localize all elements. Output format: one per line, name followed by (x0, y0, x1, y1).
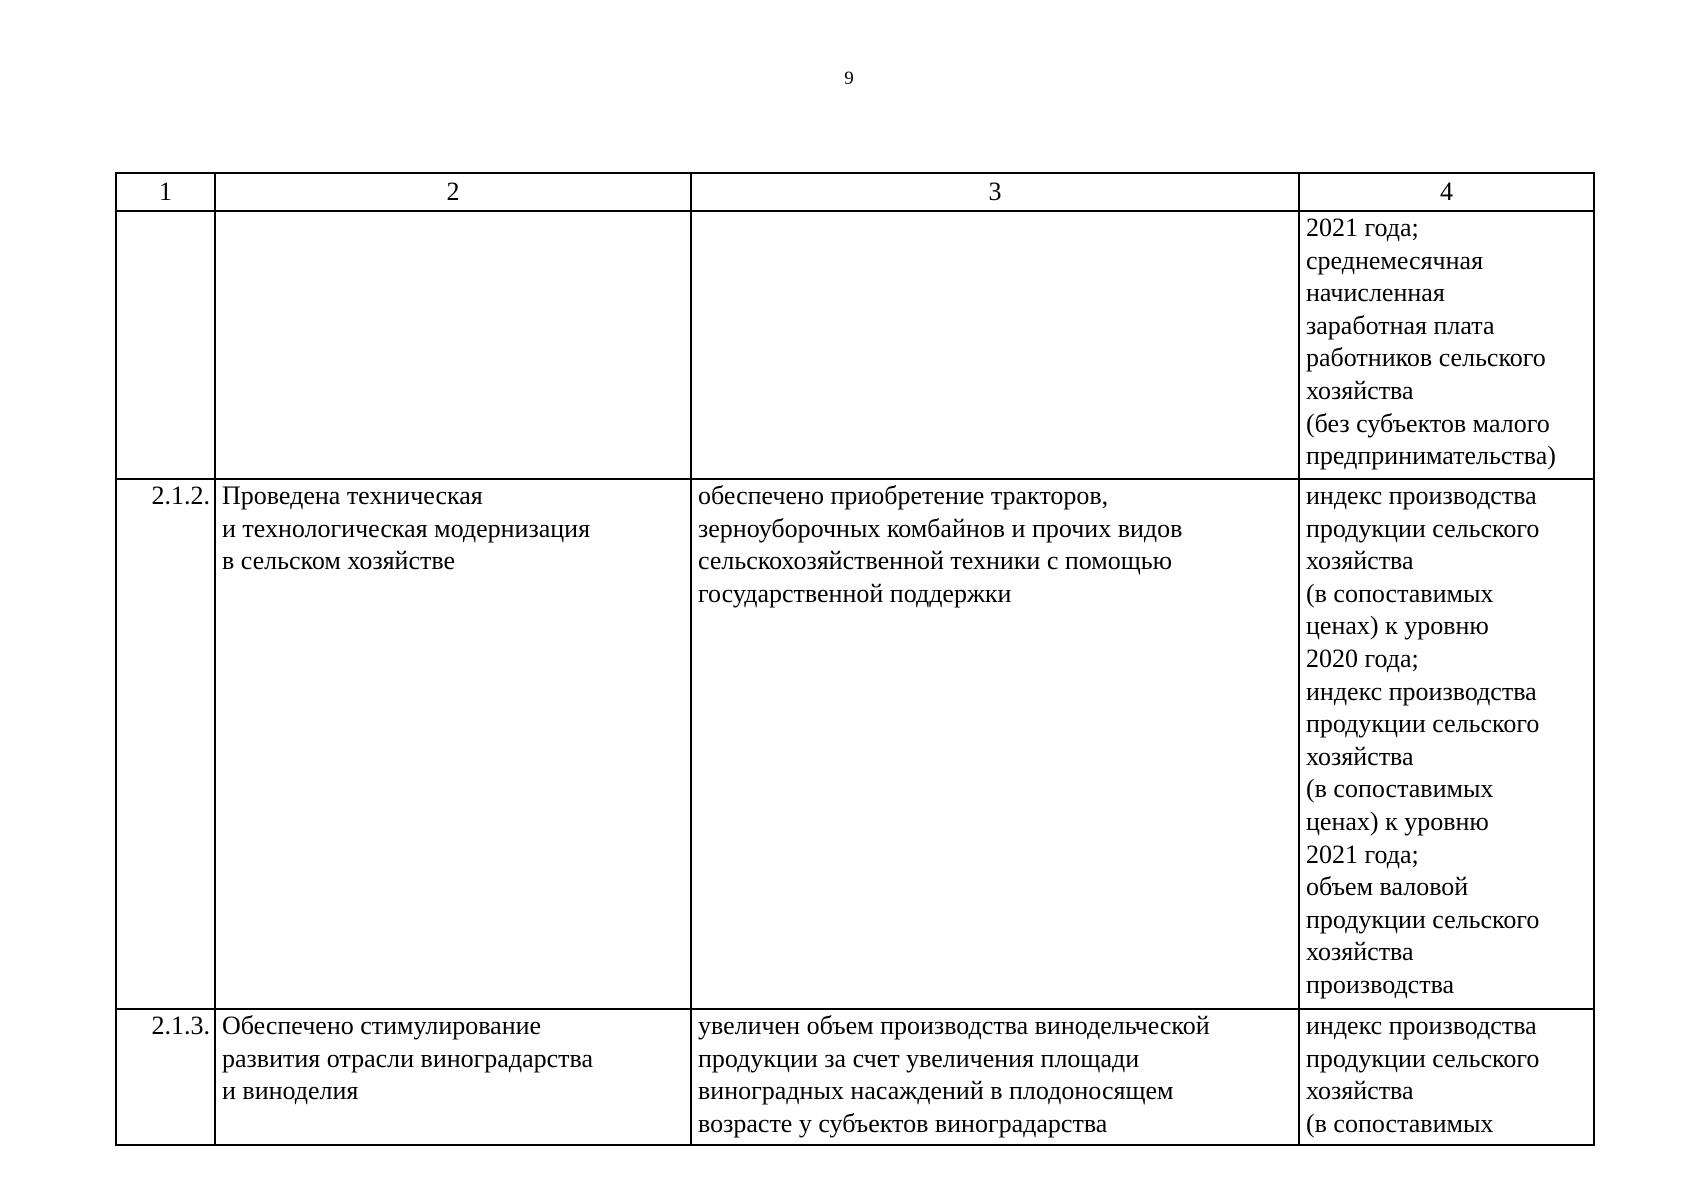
measures-table (115, 172, 1595, 1146)
column-header-1: 1 (116, 173, 215, 211)
page-number: 9 (844, 68, 854, 89)
header-row (116, 173, 1594, 211)
table-row (116, 211, 1594, 479)
description-cell (691, 211, 1299, 479)
table-row (116, 479, 1594, 1009)
row-number-cell: 2.1.3. (116, 1009, 215, 1145)
result-cell: Проведена техническая и технологическая модернизация в сельском хозяйстве (215, 479, 691, 1009)
description-cell: увеличен объем производства винодельческой продукции за счет увеличения площади виноградных насаждений в плодоносящем возрасте у субъектов виноградарства (691, 1009, 1299, 1145)
indicators-cell: индекс производства продукции сельского хозяйства (в сопоставимых ценах) к уровню 2020 года; индекс производства продукции сельского хозяйства (в сопоставимых ценах) к уровню 2021 года; объем валовой продукции сельского хозяйства производства (1299, 479, 1594, 1009)
description-cell: обеспечено приобретение тракторов, зерноуборочных комбайнов и прочих видов сельскохозяйственной техники с помощью государственной поддержки (691, 479, 1299, 1009)
indicators-cell: индекс производства продукции сельского хозяйства (в сопоставимых (1299, 1009, 1594, 1145)
indicators-cell: 2021 года; среднемесячная начисленная заработная плата работников сельского хозяйства (без субъектов малого предпринимательства) (1299, 211, 1594, 479)
column-header-2: 2 (215, 173, 691, 211)
table-row (116, 1009, 1594, 1145)
row-number-cell (116, 211, 215, 479)
result-cell: Обеспечено стимулирование развития отрасли виноградарства и виноделия (215, 1009, 691, 1145)
column-header-3: 3 (691, 173, 1299, 211)
column-header-4: 4 (1299, 173, 1594, 211)
result-cell (215, 211, 691, 479)
row-number-cell: 2.1.2. (116, 479, 215, 1009)
